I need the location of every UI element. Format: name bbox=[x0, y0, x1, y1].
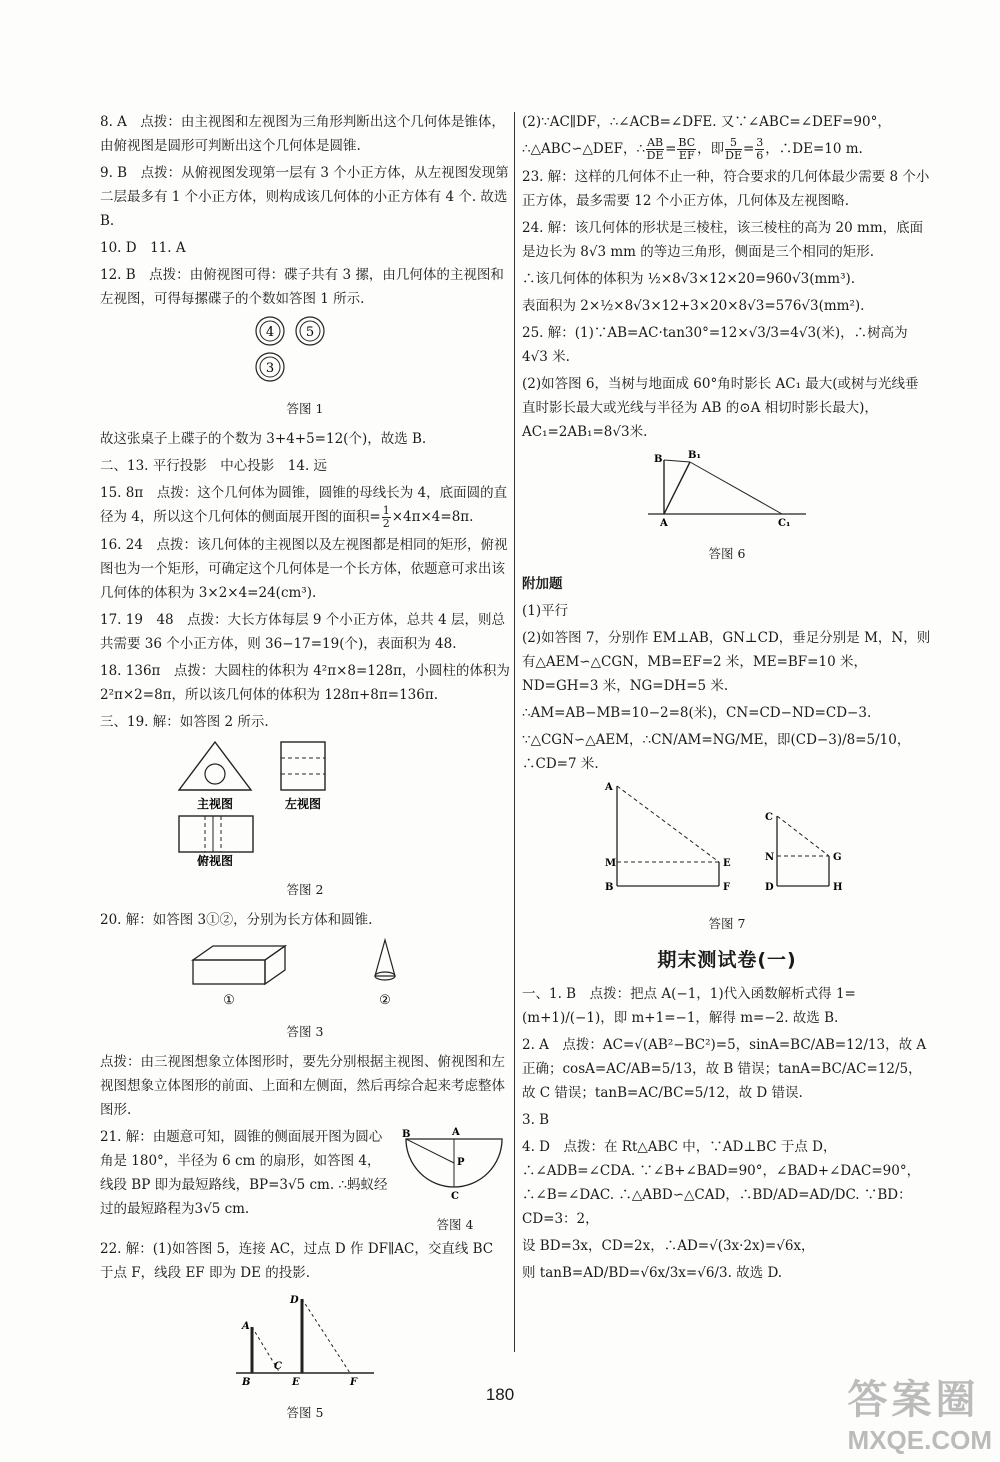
svg-text:F: F bbox=[723, 882, 731, 893]
figure-7-caption: 答图 7 bbox=[708, 916, 746, 931]
svg-text:H: H bbox=[833, 882, 843, 893]
figure-2 bbox=[100, 738, 510, 874]
answer-24-volume: ∴该几何体的体积为 ½×8√3×12×20=960√3(mm³). bbox=[522, 271, 856, 287]
figure-4-caption: 答图 4 bbox=[436, 1217, 474, 1232]
svg-text:E: E bbox=[723, 858, 731, 869]
answer-22: 22. 解：(1)如答图 5，连接 AC，过点 D 作 DF∥AC，交直线 BC 于点 F，线段 EF 即为 DE 的投影. bbox=[100, 1241, 494, 1281]
fig3-label-2: ② bbox=[379, 993, 391, 1008]
answer-15: 15. 8π 点拨：这个几何体为圆锥，圆锥的母线长为 4，底面圆的直径为 4，所以这个几何体的侧面展开图的面积= $\frac{1}{2}$ ×4π×4=8π. bbox=[100, 485, 508, 530]
answer-17: 17. 19 48 点拨：大长方体每层 9 个小正方体，总共 4 层，则总共需要 36 个小正方体，则 36−17=19(个)，表面积为 48. bbox=[100, 612, 505, 652]
fig2-side-label: 左视图 bbox=[284, 797, 322, 811]
answer-10-11: 10. D 11. A bbox=[100, 240, 186, 256]
section-title: 期末测试卷(一) bbox=[657, 949, 797, 971]
answer-12-end: 故这张桌子上碟子的个数为 3+4+5=12(个)，故选 B. bbox=[100, 431, 427, 447]
watermark-main: 答案圈 bbox=[847, 1378, 980, 1422]
svg-text:B: B bbox=[605, 882, 614, 893]
svg-text:D: D bbox=[765, 882, 774, 893]
fig1-num-4: 4 bbox=[265, 325, 275, 340]
svg-text:C: C bbox=[765, 812, 773, 823]
fig3-label-1: ① bbox=[223, 993, 235, 1008]
fig1-num-5: 5 bbox=[305, 325, 315, 340]
answer-13-14: 二、13. 平行投影 中心投影 14. 远 bbox=[100, 458, 328, 474]
answer-9: 9. B 点拨：从俯视图发现第一层有 3 个小正方体，从左视图发现第二层最多有 1 个小正方体，则构成该几何体的小正方体有 4 个. 故选 B. bbox=[100, 165, 509, 229]
svg-text:P: P bbox=[457, 1157, 465, 1168]
extra-4: ∵△CGN∽△AEM，∴CN/AM=NG/ME，即(CD−3)/8=5/10，∴CD=7 米. bbox=[522, 732, 911, 772]
svg-text:C₁: C₁ bbox=[778, 518, 791, 529]
answer-22-2a: (2)∵AC∥DF，∴∠ACB=∠DFE. 又∵∠ABC=∠DEF=90°， bbox=[522, 114, 891, 130]
svg-text:E: E bbox=[292, 1377, 300, 1388]
exam-answer-4c: 则 tanB=AD/BD=√6x/3x=√6/3. 故选 D. bbox=[522, 1265, 783, 1281]
watermark-logo bbox=[848, 1368, 992, 1456]
exam-answer-3: 3. B bbox=[522, 1112, 550, 1128]
answer-23: 23. 解：这样的几何体不止一种，符合要求的几何体最少需要 8 个小正方体，最多需要 12 个小正方体，几何体及左视图略. bbox=[522, 169, 930, 209]
exam-answer-1: 一、1. B 点拨：把点 A(−1，1)代入函数解析式得 1=(m+1)/(−1)，即 m+1=−1，解得 m=−2. 故选 B. bbox=[522, 986, 856, 1026]
figure-4 bbox=[400, 1125, 510, 1237]
fig1-num-3: 3 bbox=[265, 361, 275, 376]
right-column bbox=[522, 110, 932, 1288]
svg-text:B: B bbox=[654, 454, 663, 465]
svg-text:A: A bbox=[660, 518, 668, 529]
extra-1: (1)平行 bbox=[522, 603, 569, 619]
answer-22-2b: ∴△ABC∽△DEF，∴ $\frac{AB}{DE}$ = $\frac{BC}{EF}$ ，即 $\frac{5}{DE}$ = $\frac{3}{6}$ ，∴DE=10 m. bbox=[522, 136, 863, 162]
svg-text:D: D bbox=[290, 1295, 299, 1306]
answer-24-area: 表面积为 2×½×8√3×12+3×20×8√3=576√3(mm²). bbox=[522, 298, 865, 314]
extra-title: 附加题 bbox=[522, 576, 563, 592]
answer-16: 16. 24 点拨：该几何体的主视图以及左视图都是相同的矩形，俯视图也为一个矩形，可确定这个几何体是一个长方体，依题意可求出该几何体的体积为 3×2×4=24(cm³). bbox=[100, 537, 508, 601]
figure-6 bbox=[522, 448, 932, 538]
answer-25: 25. 解：(1)∵AB=AC·tan30°=12×√3/3=4√3(米)，∴树高为 4√3 米. bbox=[522, 325, 908, 365]
exam-answer-2: 2. A 点拨：AC=√(AB²−BC²)=5，sinA=BC/AB=12/13，故 A 正确；cosA=AC/AB=5/13，故 B 错误；tanA=BC/AC=12/5，故 C 错误；tanB=AC/BC=5/12，故 D 错误. bbox=[522, 1037, 927, 1101]
figure-5 bbox=[100, 1289, 510, 1397]
exam-answer-4b: 设 BD=3x，CD=2x，∴AD=√(3x·2x)=√6x， bbox=[522, 1238, 815, 1254]
svg-text:G: G bbox=[833, 852, 842, 863]
svg-text:B₁: B₁ bbox=[688, 450, 701, 461]
figure-2-caption: 答图 2 bbox=[286, 882, 324, 897]
answer-18: 18. 136π 点拨：大圆柱的体积为 4²π×8=128π，小圆柱的体积为 2²π×2=8π，所以该几何体的体积为 128π+8π=136π. bbox=[100, 663, 510, 703]
figure-6-caption: 答图 6 bbox=[708, 546, 746, 561]
svg-text:C: C bbox=[451, 1191, 459, 1202]
answer-8: 8. A 点拨：由主视图和左视图为三角形判断出这个几何体是锥体，由俯视图是圆形可判断出这个几何体是圆锥. bbox=[100, 114, 505, 154]
figure-5-caption: 答图 5 bbox=[286, 1405, 324, 1420]
fig2-top-label: 俯视图 bbox=[196, 854, 234, 866]
answer-21-block bbox=[100, 1125, 510, 1237]
answer-21: 21. 解：由题意可知，圆锥的侧面展开图为圆心角是 180°，半径为 6 cm 的扇形，如答图 4，线段 BP 即为最短路线，BP=3√5 cm. ∴蚂蚁经过的最短路程为3√5 cm. bbox=[100, 1129, 388, 1217]
fig2-front-label: 主视图 bbox=[196, 797, 234, 811]
svg-text:B: B bbox=[402, 1129, 411, 1140]
svg-text:A: A bbox=[452, 1127, 460, 1138]
extra-2: (2)如答图 7，分别作 EM⊥AB，GN⊥CD，垂足分别是 M，N，则有△AEM∽△CGN，MB=EF=2 米，ME=BF=10 米，ND=GH=3 米，NG=DH=5 米. bbox=[522, 630, 931, 694]
figure-1-caption: 答图 1 bbox=[286, 401, 324, 416]
left-column bbox=[100, 110, 510, 1431]
svg-text:B: B bbox=[242, 1377, 251, 1388]
svg-text:M: M bbox=[605, 858, 617, 869]
svg-text:C: C bbox=[274, 1361, 282, 1372]
answer-19: 三、19. 解：如答图 2 所示. bbox=[100, 714, 269, 730]
svg-text:N: N bbox=[765, 852, 775, 863]
answer-20: 20. 解：如答图 3①②，分别为长方体和圆锥. bbox=[100, 912, 373, 928]
figure-3-caption: 答图 3 bbox=[286, 1024, 324, 1039]
svg-text:A: A bbox=[605, 782, 613, 793]
answer-12: 12. B 点拨：由俯视图可得：碟子共有 3 摞，由几何体的主视图和左视图，可得每摞碟子的个数如答图 1 所示. bbox=[100, 267, 504, 307]
figure-3 bbox=[100, 936, 510, 1016]
answer-25-2: (2)如答图 6，当树与地面成 60°角时影长 AC₁ 最大(或树与光线垂直时影长最大或光线与半径为 AB 的⊙A 相切时影长最大)，AC₁=2AB₁=8√3米. bbox=[522, 376, 919, 440]
answer-20-tip: 点拨：由三视图想象立体图形时，要先分别根据主视图、俯视图和左视图想象立体图形的前面、上面和左侧面，然后再综合起来考虑整体图形. bbox=[100, 1054, 505, 1118]
figure-1 bbox=[100, 315, 510, 393]
watermark-sub: MXQE.COM bbox=[847, 1425, 992, 1455]
page-number: 180 bbox=[485, 1385, 515, 1404]
extra-3: ∴AM=AB−MB=10−2=8(米)，CN=CD−ND=CD−3. bbox=[522, 705, 872, 721]
figure-7 bbox=[522, 780, 932, 908]
svg-text:A: A bbox=[242, 1321, 250, 1332]
exam-answer-4: 4. D 点拨：在 Rt△ABC 中，∵AD⊥BC 于点 D，∴∠ADB=∠CDA. ∵∠B+∠BAD=90°，∠BAD+∠DAC=90°，∴∠B=∠DAC. ∴△ABD∽△CAD，∴BD/AD=AD/DC. ∵BD：CD=3：2， bbox=[522, 1139, 921, 1227]
column-divider bbox=[514, 112, 515, 1352]
answer-24: 24. 解：该几何体的形状是三棱柱，该三棱柱的高为 20 mm，底面是边长为 8√3 mm 的等边三角形，侧面是三个相同的矩形. bbox=[522, 220, 924, 260]
svg-text:F: F bbox=[350, 1377, 358, 1388]
